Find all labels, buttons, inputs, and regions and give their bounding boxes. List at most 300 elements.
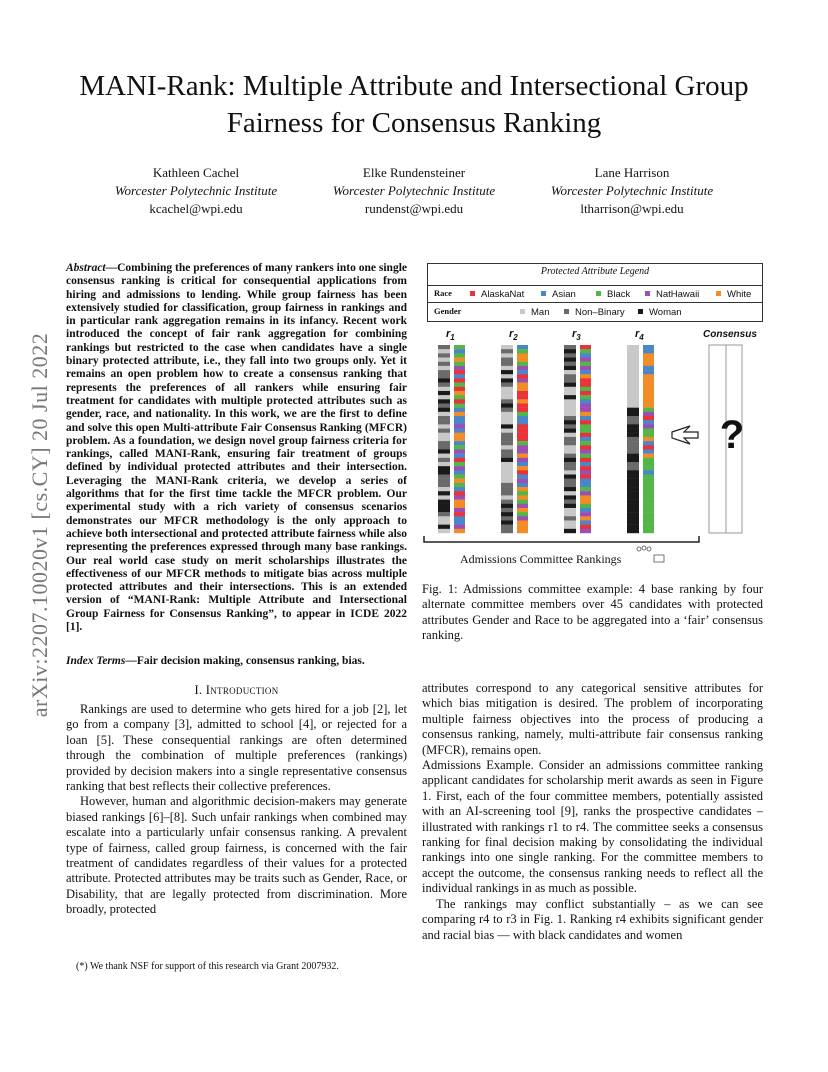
gender-cell (501, 353, 513, 357)
gender-cell (501, 491, 513, 495)
race-cell (517, 370, 528, 374)
race-cell (643, 399, 654, 403)
race-cell (517, 362, 528, 366)
race-cell (643, 403, 654, 407)
gender-cell (501, 445, 513, 449)
gender-cell (438, 466, 450, 470)
race-cell (517, 420, 528, 424)
gender-cell (564, 500, 576, 504)
race-cell (454, 525, 465, 529)
legend-title: Protected Attribute Legend (540, 266, 650, 277)
gender-cell (501, 512, 513, 516)
gender-cell (438, 366, 450, 370)
gender-cell (627, 378, 639, 382)
race-cell (580, 403, 591, 407)
gender-cell (501, 416, 513, 420)
race-cell (517, 449, 528, 453)
race-cell (517, 525, 528, 529)
gender-cell (564, 408, 576, 412)
body-paragraph: attributes correspond to any categorical sensitive attributes for which bias mitigation is desired. The problem of incorporating multiple fairness objectives into the process of producing a consensus ranking, namely, multi-attribute fair consensus ranking (MFCR), remains open. (422, 681, 763, 757)
race-cell (580, 366, 591, 370)
gender-cell (501, 487, 513, 491)
author-affiliation: Worcester Polytechnic Institute (114, 183, 278, 198)
gender-cell (438, 441, 450, 445)
section-heading: I. Introduction (194, 683, 279, 697)
legend-item-label: Non–Binary (575, 307, 625, 318)
race-cell (643, 374, 654, 378)
race-cell (454, 429, 465, 433)
race-cell (517, 520, 528, 524)
race-cell (643, 383, 654, 387)
gender-cell (501, 349, 513, 353)
gender-cell (564, 349, 576, 353)
gender-cell (501, 395, 513, 399)
gender-cell (438, 479, 450, 483)
race-cell (454, 366, 465, 370)
race-cell (643, 512, 654, 516)
gender-cell (564, 437, 576, 441)
gender-cell (627, 391, 639, 395)
race-cell (580, 353, 591, 357)
author-affiliation: Worcester Polytechnic Institute (550, 183, 714, 198)
race-cell (454, 520, 465, 524)
gender-cell (627, 525, 639, 529)
race-cell (454, 412, 465, 416)
gender-cell (627, 374, 639, 378)
gender-cell (438, 529, 450, 533)
race-cell (517, 470, 528, 474)
race-cell (454, 345, 465, 349)
race-cell (643, 366, 654, 370)
legend-item-label: Black (607, 289, 631, 300)
race-cell (643, 387, 654, 391)
legend-item-label: Woman (649, 307, 682, 318)
index-terms (66, 654, 407, 668)
gender-cell (438, 504, 450, 508)
race-cell (454, 445, 465, 449)
arrow-icon (672, 426, 698, 444)
ranker-label-r1: $r_1$ (446, 328, 455, 343)
gender-cell (438, 420, 450, 424)
race-cell (580, 412, 591, 416)
gender-cell (501, 374, 513, 378)
gender-cell (627, 466, 639, 470)
race-cell (517, 349, 528, 353)
gender-cell (501, 462, 513, 466)
author-email: kcachel@wpi.edu (149, 201, 243, 216)
race-cell (454, 475, 465, 479)
race-cell (517, 383, 528, 387)
gender-cell (627, 387, 639, 391)
race-cell (580, 383, 591, 387)
race-cell (454, 466, 465, 470)
gender-cell (564, 449, 576, 453)
gender-cell (438, 437, 450, 441)
legend-gender-item (520, 307, 549, 318)
race-cell (517, 483, 528, 487)
gender-cell (501, 495, 513, 499)
gender-cell (501, 378, 513, 382)
race-cell (454, 437, 465, 441)
race-cell (580, 370, 591, 374)
author-name: Kathleen Cachel (152, 165, 240, 180)
gender-cell (627, 487, 639, 491)
race-cell (643, 378, 654, 382)
gender-cell (564, 458, 576, 462)
race-cell (580, 387, 591, 391)
race-cell (517, 391, 528, 395)
race-cell (517, 487, 528, 491)
gender-cell (627, 399, 639, 403)
race-cell (580, 516, 591, 520)
race-cell (517, 441, 528, 445)
race-cell (580, 416, 591, 420)
author-email: ltharrison@wpi.edu (580, 201, 684, 216)
race-cell (643, 424, 654, 428)
race-cell (643, 454, 654, 458)
gender-cell (564, 466, 576, 470)
race-cell (643, 449, 654, 453)
race-cell (454, 420, 465, 424)
race-cell (580, 475, 591, 479)
gender-cell (438, 399, 450, 403)
gender-cell (627, 403, 639, 407)
abstract (66, 262, 407, 634)
gender-cell (564, 445, 576, 449)
arxiv-identifier: arXiv:2207.10020v1 [cs.CY] 20 Jul 2022 (27, 332, 52, 718)
introduction-body (66, 702, 407, 918)
gender-cell (501, 399, 513, 403)
gender-cell (627, 383, 639, 387)
race-cell (580, 495, 591, 499)
race-cell (454, 399, 465, 403)
race-cell (517, 475, 528, 479)
race-cell (643, 353, 654, 357)
gender-cell (627, 512, 639, 516)
gender-cell (501, 458, 513, 462)
gender-cell (564, 516, 576, 520)
race-cell (454, 403, 465, 407)
gender-cell (627, 483, 639, 487)
legend-item-label: Man (531, 307, 550, 318)
gender-cell (564, 358, 576, 362)
race-cell (517, 403, 528, 407)
legend-item-label: NatHawaii (656, 289, 700, 300)
gender-cell (564, 362, 576, 366)
race-cell (643, 500, 654, 504)
gender-cell (627, 508, 639, 512)
gender-cell (438, 387, 450, 391)
race-cell (580, 500, 591, 504)
race-cell (517, 416, 528, 420)
legend-swatch (645, 291, 650, 296)
race-cell (643, 362, 654, 366)
race-cell (580, 395, 591, 399)
race-cell (580, 508, 591, 512)
gender-cell (564, 399, 576, 403)
gender-cell (627, 441, 639, 445)
gender-cell (564, 395, 576, 399)
legend-race-label: Race (434, 288, 452, 298)
gender-cell (438, 424, 450, 428)
race-cell (517, 374, 528, 378)
gender-cell (564, 483, 576, 487)
legend-race-item (541, 289, 576, 300)
gender-cell (564, 412, 576, 416)
body-paragraph: The rankings may conflict substantially – as we can see comparing r4 to r3 in Fig. 1. Ranking r4 exhibits significant gender and racial bias — with black candidates and women (422, 896, 763, 942)
gender-cell (564, 475, 576, 479)
race-cell (517, 508, 528, 512)
race-cell (517, 412, 528, 416)
gender-cell (627, 362, 639, 366)
gender-cell (627, 491, 639, 495)
gender-cell (438, 416, 450, 420)
gender-cell (438, 408, 450, 412)
race-cell (454, 462, 465, 466)
race-cell (517, 504, 528, 508)
gender-cell (627, 516, 639, 520)
legend-swatch (541, 291, 546, 296)
race-cell (454, 378, 465, 382)
race-cell (643, 437, 654, 441)
gender-cell (438, 445, 450, 449)
race-cell (454, 362, 465, 366)
race-cell (454, 416, 465, 420)
gender-cell (501, 504, 513, 508)
gender-cell (501, 408, 513, 412)
gender-cell (501, 525, 513, 529)
race-cell (643, 525, 654, 529)
gender-cell (564, 391, 576, 395)
race-cell (517, 454, 528, 458)
gender-cell (627, 424, 639, 428)
gender-cell (501, 454, 513, 458)
legend-item-label: AlaskaNat (481, 289, 525, 300)
gender-cell (627, 358, 639, 362)
race-cell (454, 479, 465, 483)
race-cell (580, 479, 591, 483)
race-cell (580, 378, 591, 382)
ranker-label-r3: $r_3$ (572, 328, 581, 343)
gender-cell (564, 383, 576, 387)
race-cell (454, 487, 465, 491)
gender-cell (438, 349, 450, 353)
race-cell (454, 353, 465, 357)
gender-cell (438, 403, 450, 407)
gender-cell (438, 487, 450, 491)
committee-icon (637, 546, 664, 562)
gender-cell (564, 487, 576, 491)
race-cell (580, 349, 591, 353)
gender-cell (627, 420, 639, 424)
race-cell (580, 420, 591, 424)
gender-cell (438, 362, 450, 366)
race-cell (517, 512, 528, 516)
gender-cell (501, 403, 513, 407)
race-cell (454, 374, 465, 378)
gender-cell (627, 437, 639, 441)
race-cell (517, 429, 528, 433)
race-cell (580, 429, 591, 433)
race-cell (454, 424, 465, 428)
gender-cell (627, 433, 639, 437)
gender-cell (501, 437, 513, 441)
race-cell (580, 445, 591, 449)
race-cell (643, 466, 654, 470)
race-cell (580, 437, 591, 441)
gender-cell (627, 479, 639, 483)
footnote: (*) We thank NSF for support of this research via Grant 2007932. (76, 961, 339, 972)
ranking-bracket (424, 536, 699, 542)
gender-cell (564, 420, 576, 424)
gender-cell (438, 500, 450, 504)
race-cell (517, 445, 528, 449)
author-email: rundenst@wpi.edu (364, 201, 464, 216)
race-cell (517, 462, 528, 466)
race-cell (643, 487, 654, 491)
race-cell (643, 504, 654, 508)
gender-cell (438, 495, 450, 499)
gender-cell (564, 529, 576, 533)
race-cell (517, 495, 528, 499)
gender-cell (627, 504, 639, 508)
race-cell (643, 429, 654, 433)
race-cell (580, 408, 591, 412)
race-cell (580, 441, 591, 445)
gender-cell (501, 383, 513, 387)
gender-cell (627, 475, 639, 479)
gender-cell (438, 433, 450, 437)
author-affiliation: Worcester Polytechnic Institute (332, 183, 496, 198)
gender-cell (501, 529, 513, 533)
race-cell (454, 387, 465, 391)
race-cell (454, 495, 465, 499)
author-name: Lane Harrison (594, 165, 670, 180)
gender-cell (501, 475, 513, 479)
figure-axis-caption: Admissions Committee Rankings (460, 552, 622, 566)
race-cell (643, 433, 654, 437)
gender-cell (438, 483, 450, 487)
legend-divider (427, 285, 763, 286)
gender-cell (501, 391, 513, 395)
gender-cell (501, 370, 513, 374)
gender-cell (564, 403, 576, 407)
gender-cell (627, 370, 639, 374)
race-cell (580, 449, 591, 453)
gender-cell (627, 454, 639, 458)
race-cell (454, 508, 465, 512)
legend-swatch (716, 291, 721, 296)
legend-item-label: White (727, 289, 752, 300)
gender-cell (564, 429, 576, 433)
gender-cell (438, 370, 450, 374)
race-cell (454, 454, 465, 458)
legend-race-item (716, 289, 751, 300)
legend-swatch (564, 309, 569, 314)
gender-cell (501, 429, 513, 433)
legend-swatch (596, 291, 601, 296)
race-cell (517, 395, 528, 399)
race-cell (643, 491, 654, 495)
race-cell (643, 483, 654, 487)
race-cell (643, 470, 654, 474)
race-cell (454, 529, 465, 533)
race-cell (643, 479, 654, 483)
race-cell (580, 362, 591, 366)
race-cell (643, 495, 654, 499)
gender-cell (627, 495, 639, 499)
abstract-text: —Combining the preferences of many rankers into one single consensus ranking is critical for consequential applications from hiring and admissions to lending. While group fairness has been extensively studied for classification, group fairness in rankings and in particular rank aggregation remains in its infancy. Recent work introduced the concept of fair rank aggregation for combining rankings but restricted to the case when candidates have a single binary protected attribute, i.e., they fall into two groups only. Yet it remains an open problem how to create a consensus ranking that represents the preferences of all rankers while ensuring fair treatment for candidates with multiple protected attributes such as gender, race, and nationality. In this work, we are the first to define and solve this open Multi-attribute Fair Consensus Ranking (MFCR) problem. As a foundation, we design novel group fairness criteria for rankings, called MANI-Rank, ensuring fair treatment of groups defined by individual protected attributes and their intersection. Leveraging the MANI-Rank criteria, we develop a series of algorithms that for the first time tackle the MFCR problem. Our experimental study with a rich variety of consensus scenarios demonstrates our MFCR methodology is the only approach to achieve both intersectional and protected attribute fairness while also representing the preferences expressed through many base rankings. Our real world case study on merit scholarships illustrates the effectiveness of our MFCR methods to mitigate bias across multiple protected attributes and their intersections. This is an extended version of “MANI-Rank: Multiple Attribute and Intersectional Group Fairness for Consensus Ranking”, to appear in ICDE 2022 [1]. (66, 262, 407, 634)
race-cell (454, 391, 465, 395)
right-column-body (422, 681, 763, 943)
author-3 (532, 164, 732, 218)
gender-cell (438, 475, 450, 479)
gender-cell (501, 500, 513, 504)
gender-cell (438, 391, 450, 395)
gender-cell (438, 520, 450, 524)
legend-gender-item (638, 307, 682, 318)
gender-cell (501, 441, 513, 445)
gender-cell (438, 462, 450, 466)
race-cell (517, 479, 528, 483)
gender-cell (501, 516, 513, 520)
race-cell (643, 462, 654, 466)
race-cell (580, 504, 591, 508)
legend-swatch (638, 309, 643, 314)
race-cell (454, 512, 465, 516)
gender-cell (501, 366, 513, 370)
gender-cell (564, 378, 576, 382)
legend-item-label: Asian (552, 289, 576, 300)
race-cell (580, 525, 591, 529)
race-cell (517, 500, 528, 504)
race-cell (643, 416, 654, 420)
ranker-label-r4: $r_4$ (635, 328, 644, 343)
intro-paragraph: Rankings are used to determine who gets hired for a job [2], let go from a company [3], admitted to school [4], or rejected for a loan [5]. These consequential rankings are often determined through the combination of multiple preferences (rankings) provided by decision makers into a single representative consensus ranking that best reflects their collective preferences. (66, 702, 407, 794)
race-cell (643, 395, 654, 399)
gender-cell (564, 424, 576, 428)
race-cell (517, 466, 528, 470)
gender-cell (564, 345, 576, 349)
race-cell (517, 358, 528, 362)
gender-cell (501, 424, 513, 428)
gender-cell (501, 345, 513, 349)
race-cell (580, 345, 591, 349)
gender-cell (438, 516, 450, 520)
gender-cell (438, 353, 450, 357)
legend-race-item (596, 289, 630, 300)
gender-cell (501, 433, 513, 437)
race-cell (643, 520, 654, 524)
gender-cell (501, 412, 513, 416)
figure-caption: Fig. 1: Admissions committee example: 4 base ranking by four alternate committee members over 45 candidates with protected attributes Gender and Race to be aggregated into a ‘fair’ consensus ranking. (422, 582, 763, 643)
gender-cell (627, 445, 639, 449)
gender-cell (627, 462, 639, 466)
race-cell (454, 383, 465, 387)
race-cell (517, 437, 528, 441)
gender-cell (627, 345, 639, 349)
race-cell (643, 475, 654, 479)
race-cell (517, 353, 528, 357)
race-cell (454, 395, 465, 399)
gender-cell (501, 420, 513, 424)
race-cell (580, 470, 591, 474)
race-cell (580, 358, 591, 362)
gender-cell (438, 458, 450, 462)
index-terms-label: Index Terms (66, 655, 126, 667)
race-cell (517, 399, 528, 403)
race-cell (580, 491, 591, 495)
